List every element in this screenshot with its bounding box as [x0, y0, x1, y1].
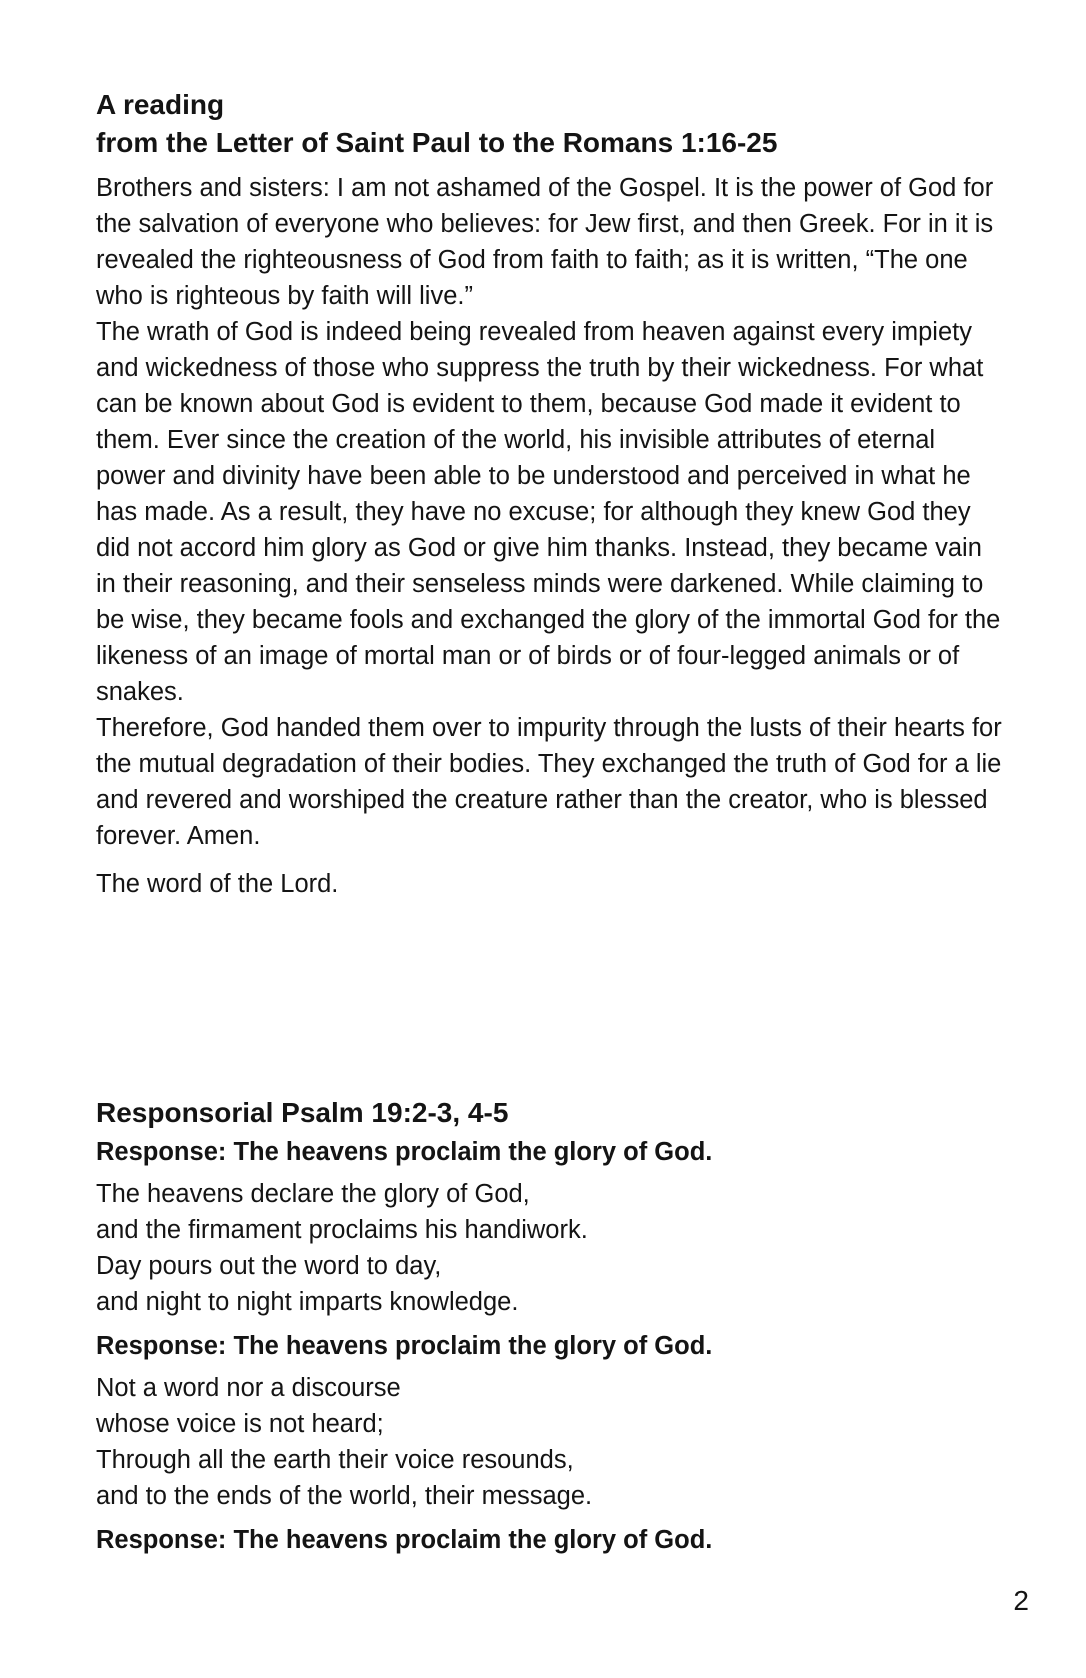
psalm-stanza-line: and the firmament proclaims his handiwork.: [96, 1216, 588, 1244]
reading-closing: The word of the Lord.: [96, 870, 339, 898]
psalm-section: [96, 1094, 1006, 1558]
psalm-response-2: Response: The heavens proclaim the glory of God.: [96, 1332, 713, 1360]
psalm-title: Responsorial Psalm 19:2-3, 4-5: [96, 1097, 509, 1128]
psalm-stanza-line: Through all the earth their voice resounds,: [96, 1446, 574, 1474]
psalm-stanza-2: [96, 1370, 1006, 1514]
psalm-stanza-line: Not a word nor a discourse: [96, 1374, 401, 1402]
reading-paragraph-2: The wrath of God is indeed being revealed from heaven against every impiety and wickedness of those who suppress the truth by their wickedness. For what can be known about God is evident to them, because God made it evident to them. Ever since the creation of the world, his invisible attributes of eternal power and divinity have been able to be understood and perceived in what he has made. As a result, they have no excuse; for although they knew God they did not accord him glory as God or give him thanks. Instead, they became vain in their reasoning, and their senseless minds were darkened. While claiming to be wise, they became fools and exchanged the glory of the immortal God for the likeness of an image of mortal man or of birds or of four-legged animals or of snakes.: [96, 318, 1001, 706]
psalm-stanza-line: and to the ends of the world, their message.: [96, 1482, 593, 1510]
psalm-response-3: Response: The heavens proclaim the glory of God.: [96, 1526, 713, 1554]
reading-paragraph-3: Therefore, God handed them over to impurity through the lusts of their hearts for the mutual degradation of their bodies. They exchanged the truth of God for a lie and revered and worshiped the creature rather than the creator, who is blessed forever. Amen.: [96, 714, 1002, 850]
page-number: 2: [1013, 1585, 1029, 1616]
reading-title-line1: A reading: [96, 89, 225, 120]
psalm-stanza-line: and night to night imparts knowledge.: [96, 1288, 519, 1316]
psalm-stanza-line: Day pours out the word to day,: [96, 1252, 442, 1280]
psalm-stanza-1: [96, 1176, 1006, 1320]
reading-section: [96, 86, 1006, 902]
psalm-response-1: Response: The heavens proclaim the glory of God.: [96, 1138, 713, 1166]
reading-title-line2: from the Letter of Saint Paul to the Romans 1:16-25: [96, 127, 778, 158]
reading-paragraph-1: Brothers and sisters: I am not ashamed of the Gospel. It is the power of God for the salvation of everyone who believes: for Jew first, and then Greek. For in it is revealed the righteousness of God from faith to faith; as it is written, “The one who is righteous by faith will live.”: [96, 174, 994, 310]
psalm-stanza-line: whose voice is not heard;: [96, 1410, 384, 1438]
psalm-stanza-line: The heavens declare the glory of God,: [96, 1180, 530, 1208]
